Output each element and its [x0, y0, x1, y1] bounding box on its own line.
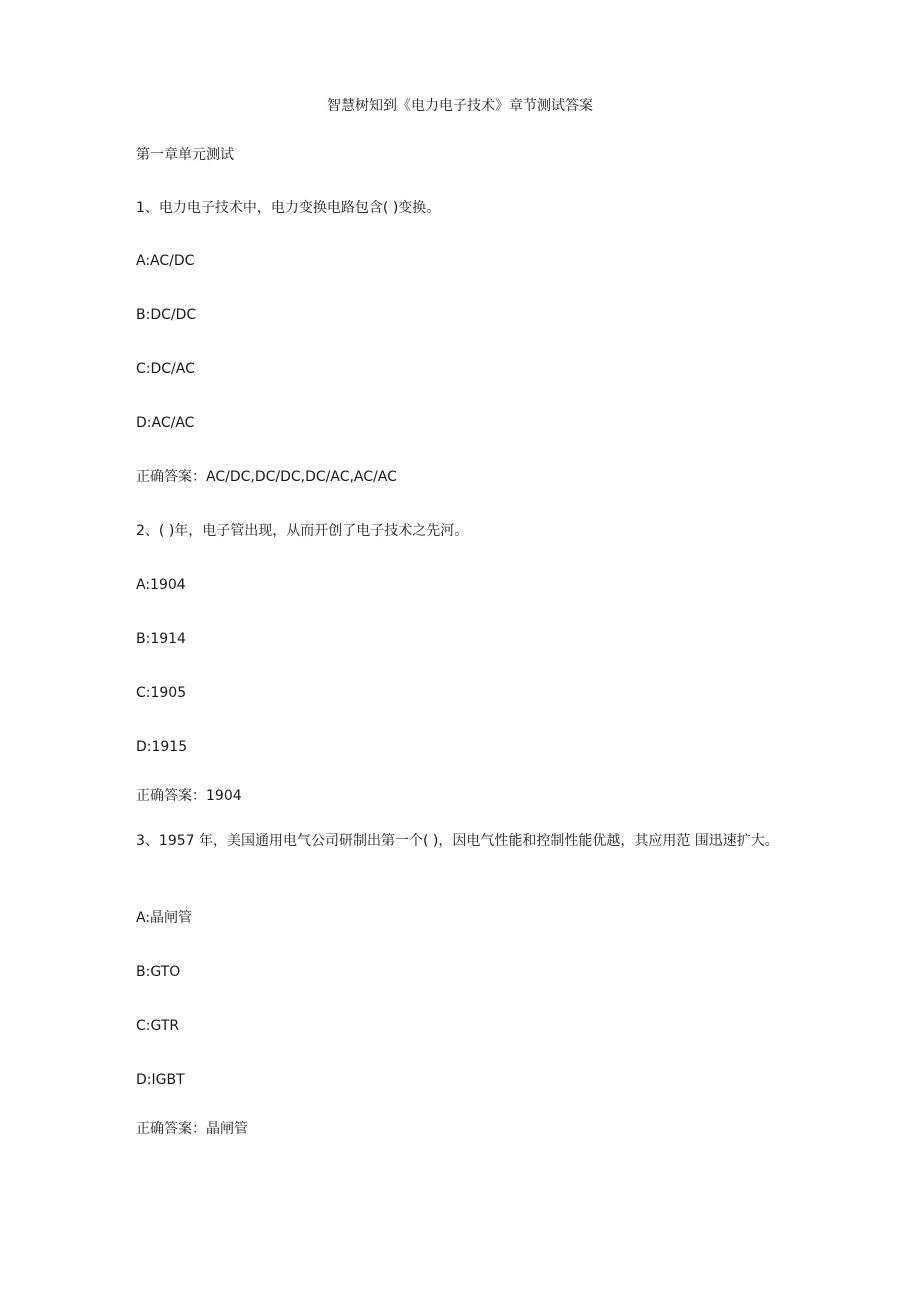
question-2-option-c: C:1905	[136, 685, 187, 701]
question-1-option-d: D:AC/AC	[136, 415, 195, 431]
question-1-answer: 正确答案：AC/DC,DC/DC,DC/AC,AC/AC	[136, 469, 397, 485]
question-3-stem: 3、1957 年，美国通用电气公司研制出第一个( )，因电气性能和控制性能优越，其应用范 围迅速扩大。	[136, 833, 779, 849]
question-2-option-b: B:1914	[136, 631, 186, 647]
document-title: 智慧树知到《电力电子技术》章节测试答案	[327, 98, 593, 114]
question-1-option-c: C:DC/AC	[136, 361, 195, 377]
question-2-option-d: D:1915	[136, 739, 188, 755]
question-3-option-a: A:晶闸管	[136, 910, 193, 926]
question-3-option-d: D:IGBT	[136, 1072, 185, 1088]
question-1-option-b: B:DC/DC	[136, 307, 197, 323]
question-1-stem: 1、电力电子技术中，电力变换电路包含( )变换。	[136, 200, 441, 216]
question-3-answer: 正确答案：晶闸管	[136, 1121, 248, 1137]
question-3-option-b: B:GTO	[136, 964, 181, 980]
question-2-stem: 2、( )年，电子管出现，从而开创了电子技术之先河。	[136, 523, 469, 539]
question-1-option-a: A:AC/DC	[136, 253, 195, 269]
question-2-option-a: A:1904	[136, 577, 186, 593]
question-2-answer: 正确答案：1904	[136, 788, 242, 804]
question-3-option-c: C:GTR	[136, 1018, 180, 1034]
chapter-heading: 第一章单元测试	[136, 147, 234, 163]
